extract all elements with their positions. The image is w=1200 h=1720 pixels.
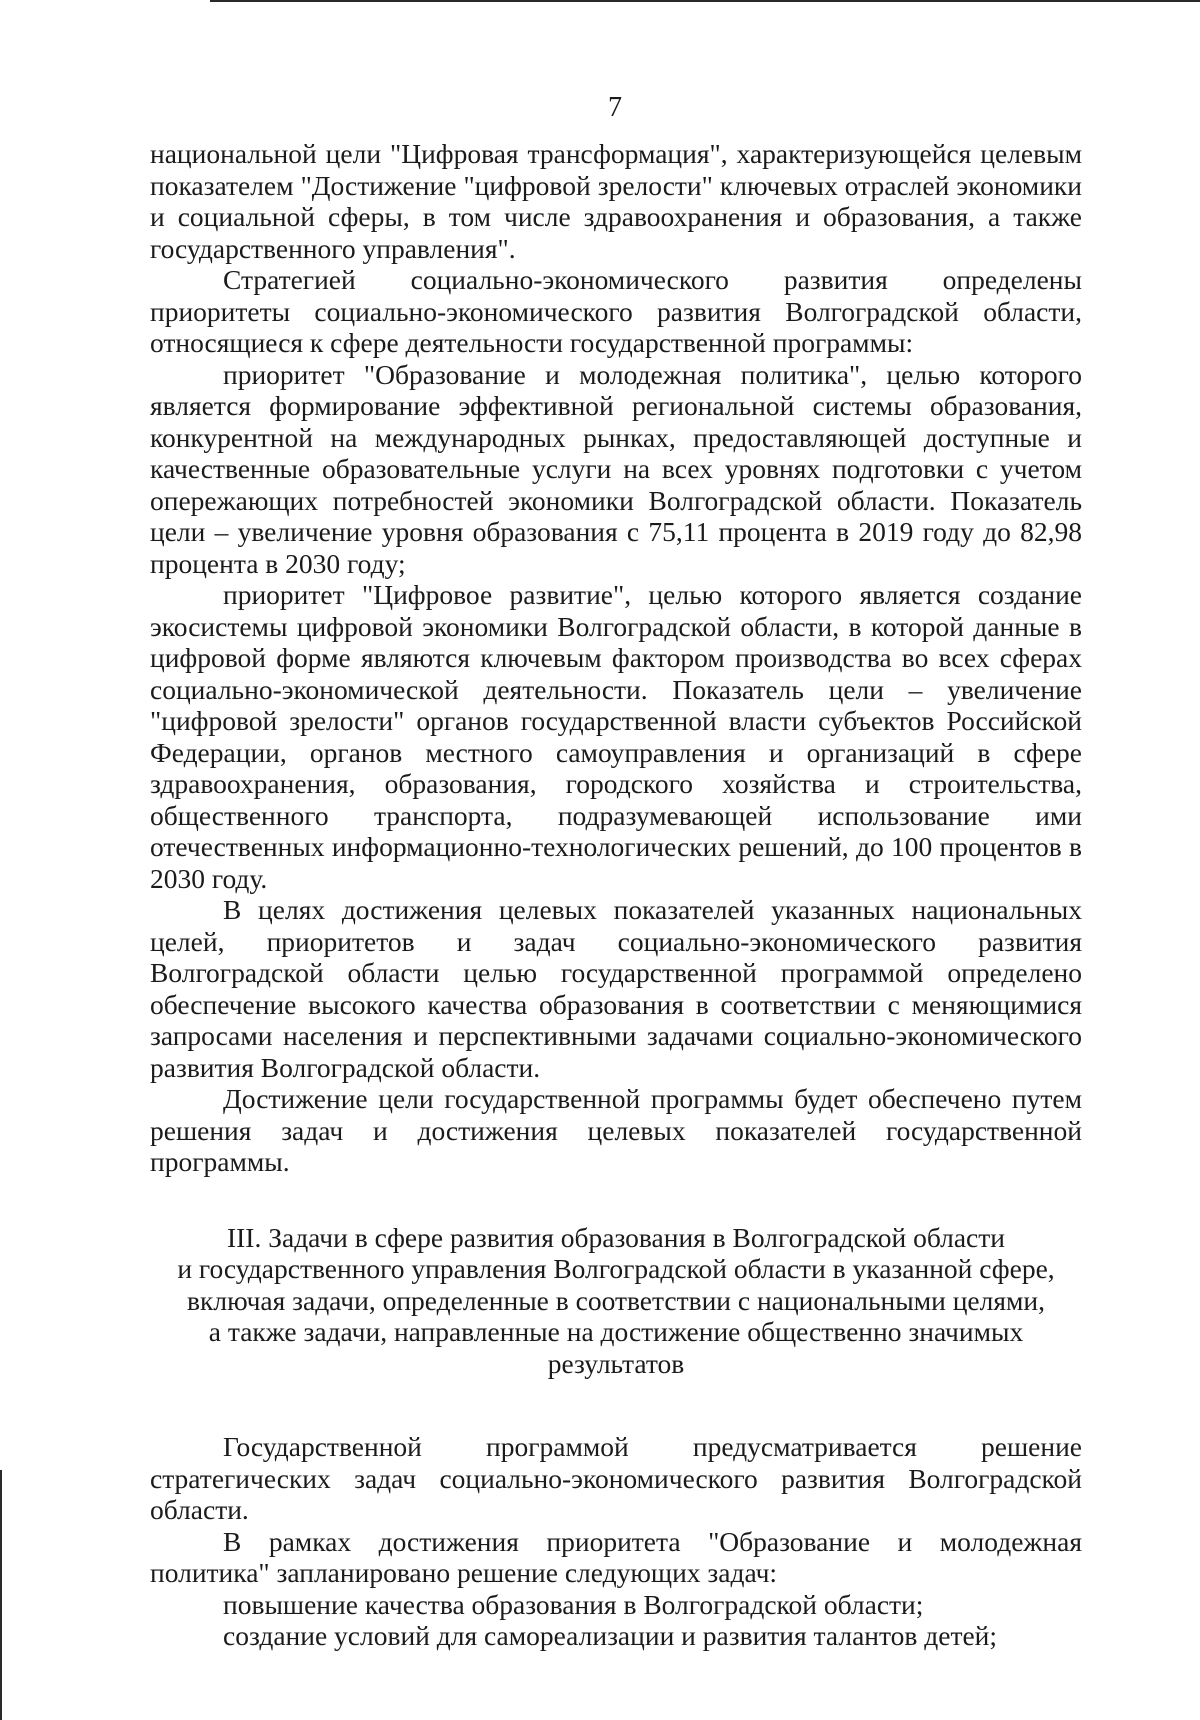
section-heading-line: III. Задачи в сфере развития образования в Волгоградской области: [226, 1221, 1006, 1253]
paragraph-priority-digital: приоритет "Цифровое развитие", целью которого является создание экосистемы цифровой экономики Волгоградской области, в которой данные в цифровой форме являются ключевым фактором производства во всех сферах социально-экономической деятельности. Показатель цели – увеличение "цифровой зрелости" органов государственной власти субъектов Российской Федерации, органов местного самоуправления и организаций в сфере здравоохранения, образования, городского хозяйства и строительства, общественного транспорта, подразумевающей использование ими отечественных информационно-технологических решений, до 100 процентов в 2030 году.: [150, 579, 1082, 894]
paragraph-priority-tasks-intro: В рамках достижения приоритета "Образование и молодежная политика" запланировано решение следующих задач:: [150, 1525, 1082, 1588]
paragraph-task-item: повышение качества образования в Волгоградской области;: [223, 1588, 924, 1620]
paragraph-continuation: национальной цели "Цифровая трансформация", характеризующейся целевым показателем "Достижение "цифровой зрелости" ключевых отраслей экономики и социальной сферы, в том числе здравоохранения и образования, а также государственного управления".: [150, 138, 1082, 264]
document-body: [150, 138, 1082, 1652]
section-heading-line: а также задачи, направленные на достижение общественно значимых: [208, 1316, 1024, 1347]
page-number: 7: [608, 92, 622, 123]
section-heading-line: результатов: [547, 1347, 685, 1379]
paragraph-program-goal: В целях достижения целевых показателей указанных национальных целей, приоритетов и задач социально-экономического развития Волгоградской области целью государственной программой определено обеспечение высокого качества образования в соответствии с меняющимися запросами населения и перспективными задачами социально-экономического развития Волгоградской области.: [150, 894, 1082, 1083]
paragraph-strategy: Стратегией социально-экономического развития определены приоритеты социально-экономического развития Волгоградской области, относящиеся к сфере деятельности государственной программы:: [150, 264, 1082, 358]
scan-left-edge-line: [0, 1470, 2, 1720]
paragraph-priority-education: приоритет "Образование и молодежная политика", целью которого является формирование эффективной региональной системы образования, конкурентной на международных рынках, предоставляющей доступные и качественные образовательные услуги на всех уровнях подготовки с учетом опережающих потребностей экономики Волгоградской области. Показатель цели – увеличение уровня образования с 75,11 процента в 2019 году до 82,98 процента в 2030 году;: [150, 358, 1082, 579]
paragraph-strategic-tasks: Государственной программой предусматривается решение стратегических задач социально-экономического развития Волгоградской области.: [150, 1431, 1082, 1525]
paragraph-goal-achievement: Достижение цели государственной программы будет обеспечено путем решения задач и достижения целевых показателей государственной программы.: [150, 1083, 1082, 1177]
section-heading-line: и государственного управления Волгоградской области в указанной сфере,: [177, 1253, 1055, 1284]
section-heading-line: включая задачи, определенные в соответствии с национальными целями,: [187, 1284, 1045, 1316]
scan-top-edge-line: [210, 0, 1200, 2]
paragraph-task-item: создание условий для самореализации и развития талантов детей;: [223, 1620, 998, 1651]
section-heading: [150, 1222, 1082, 1380]
